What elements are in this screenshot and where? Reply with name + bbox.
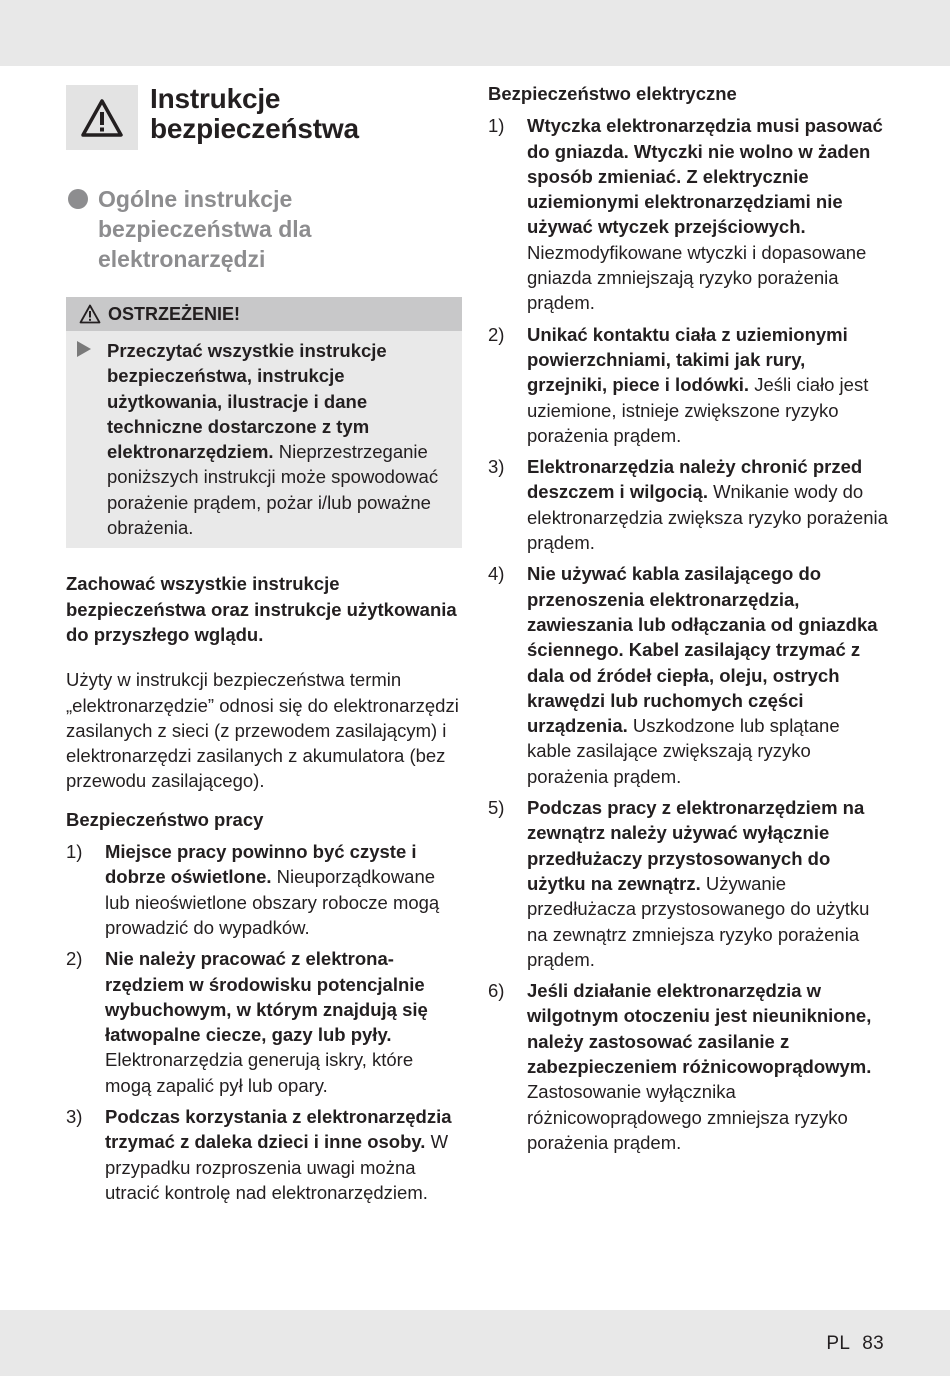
list-item bbox=[66, 1104, 462, 1205]
list-item-bold: Podczas pracy z elektronarzędziem na zewnątrz należy używać wyłącznie przedłużaczy przystosowanych do użytku na zewnątrz. bbox=[527, 797, 865, 894]
list-item-bold: Nie należy pracować z elektronarzędziem w środowisku potencjalnie wybuchowym, w którym znajdują się łatwopalne ciecze, gazy lub pyły. bbox=[105, 948, 428, 1046]
list-item bbox=[66, 839, 462, 940]
left-column bbox=[66, 84, 462, 1205]
list-item-text bbox=[527, 454, 888, 555]
page-footer bbox=[826, 1333, 884, 1355]
list-item bbox=[488, 978, 888, 1155]
list-item-text bbox=[527, 978, 888, 1155]
right-column bbox=[488, 81, 888, 1155]
list-item-number: 2) bbox=[66, 948, 83, 970]
list-item-number: 2) bbox=[488, 323, 505, 345]
list-item-number: 4) bbox=[488, 563, 505, 585]
page-number: 83 bbox=[862, 1333, 884, 1354]
list-item-text bbox=[105, 839, 462, 940]
list-item-text bbox=[527, 561, 888, 789]
warning-text bbox=[107, 338, 452, 540]
arrow-right-icon bbox=[77, 341, 91, 357]
list-item-bold: Miejsce pracy powinno być czyste i dobrze oświetlone. bbox=[105, 841, 417, 888]
definition-paragraph: Użyty w instrukcji bezpieczeństwa termin „elektronarzędzie” odnosi się do elektronarzędzi zasilanych z sieci (z przewodem zasilającym) i elektronarzędzi zasilanych z akumulatora (bez przewodu zasilającego). bbox=[66, 669, 459, 792]
list-item bbox=[66, 946, 462, 1098]
bullet-circle-icon bbox=[68, 189, 88, 209]
list-item-text bbox=[105, 1104, 462, 1205]
keep-instructions-notice: Zachować wszystkie instrukcje bezpieczeństwa oraz instrukcje użytkowania do przyszłego wglądu. bbox=[66, 573, 457, 645]
list-item-regular: Jeśli ciało jest uziemione, istnieje zwiększone ryzyko porażenia prądem. bbox=[527, 374, 869, 446]
list-item-regular: Używanie przedłużacza przystosowanego do użytku na zewnątrz zmniejsza ryzyko porażenia prądem. bbox=[527, 872, 870, 970]
list-item-number: 1) bbox=[66, 841, 83, 863]
list-item-text bbox=[527, 322, 888, 448]
list-item-regular: Wnikanie wody do elektronarzędzia zwiększa ryzyko porażenia prądem. bbox=[527, 481, 888, 554]
list-item-regular: W przypadku rozproszenia uwagi można utracić kontrolę nad elektronarzędziem. bbox=[105, 1131, 449, 1203]
electrical-safety-list bbox=[488, 113, 888, 1155]
list-item bbox=[488, 561, 888, 789]
electrical-safety-heading: Bezpieczeństwo elektryczne bbox=[488, 83, 737, 104]
list-item-text bbox=[105, 946, 462, 1098]
list-item-text bbox=[527, 795, 888, 972]
list-item-number: 3) bbox=[66, 1106, 83, 1128]
list-item bbox=[488, 795, 888, 972]
warning-text-regular: Nieprzestrzeganie poniższych instrukcji może spowodować porażenie prądem, pożar i/lub poważne obrażenia. bbox=[107, 441, 439, 539]
list-item bbox=[488, 454, 888, 555]
list-item-bold: Podczas korzystania z elektronarzędzia trzymać z daleka dzieci i inne osoby. bbox=[105, 1106, 452, 1153]
list-item-regular: Uszkodzone lub splątane kable zasilające zwiększają ryzyko porażenia prądem. bbox=[527, 715, 840, 787]
list-item-number: 5) bbox=[488, 797, 505, 819]
list-item-bold: Unikać kontaktu ciała z uziemionymi powierzchniami, takimi jak rury, grzejniki, piece i lodówki. bbox=[527, 323, 848, 396]
list-item-bold: Elektronarzędzia należy chronić przed deszczem i wilgocią. bbox=[527, 456, 863, 503]
warning-small-icon bbox=[79, 304, 101, 324]
list-item-text bbox=[527, 113, 888, 315]
warning-label: OSTRZEŻENIE! bbox=[108, 303, 241, 324]
title-row bbox=[66, 84, 462, 150]
list-item bbox=[488, 113, 888, 315]
language-code: PL bbox=[826, 1333, 851, 1354]
list-item-number: 1) bbox=[488, 115, 505, 137]
warning-body bbox=[66, 331, 462, 548]
list-item bbox=[488, 322, 888, 448]
list-item-regular: Nieuporządkowane lub nieoświetlone obszary robocze mogą prowadzić do wypadków. bbox=[105, 866, 440, 938]
list-item-regular: Niezmodyfikowane wtyczki i dopasowane gniazda zmniejszają ryzyko porażenia prądem. bbox=[527, 241, 867, 314]
section-subtitle-row bbox=[66, 184, 462, 274]
list-item-bold: Wtyczka elektronarzędzia musi pasować do gniazda. Wtyczki nie wolno w żaden sposób zmieniać. Z elektrycznie uziemionymi elektronarzędziami nie używać wtyczek przejściowych. bbox=[527, 115, 883, 238]
list-item-number: 3) bbox=[488, 456, 505, 478]
list-item-regular: Elektronarzędzia generują iskry, które mogą zapalić pył lub opary. bbox=[105, 1049, 414, 1096]
list-item-number: 6) bbox=[488, 980, 505, 1002]
page-title: Instrukcje bezpieczeństwa bbox=[150, 83, 359, 144]
work-safety-heading: Bezpieczeństwo pracy bbox=[66, 808, 264, 830]
list-item-regular: Zastosowanie wyłącznika różnicowoprądowego zmniejsza ryzyko porażenia prądem. bbox=[527, 1081, 848, 1153]
list-item-bold: Jeśli działanie elektronarzędzia w wilgotnym otoczeniu jest nieuniknione, należy zastosować zasilanie z zabezpieczeniem różnicowoprądowym. bbox=[527, 980, 872, 1077]
bottom-band bbox=[0, 1310, 950, 1376]
section-subtitle: Ogólne instrukcje bezpieczeństwa dla elektronarzędzi bbox=[98, 186, 312, 272]
work-safety-list bbox=[66, 839, 462, 1205]
warning-panel bbox=[66, 297, 462, 548]
top-band bbox=[0, 0, 950, 66]
warning-header bbox=[66, 297, 462, 331]
list-item-bold: Nie używać kabla zasilającego do przenoszenia elektronarzędzia, zawieszania lub odłączania od gniazdka ściennego. Kabel zasilający trzymać z dala od źródeł ciepła, oleju, ostrych krawędzi lub ruchomych części urządzenia. bbox=[527, 563, 878, 737]
warning-text-bold: Przeczytać wszystkie instrukcje bezpieczeństwa, instrukcje użytkowania, ilustracje i dane techniczne dostarczone z tym elektronarzędziem. bbox=[107, 340, 387, 463]
warning-triangle-icon bbox=[66, 85, 138, 150]
